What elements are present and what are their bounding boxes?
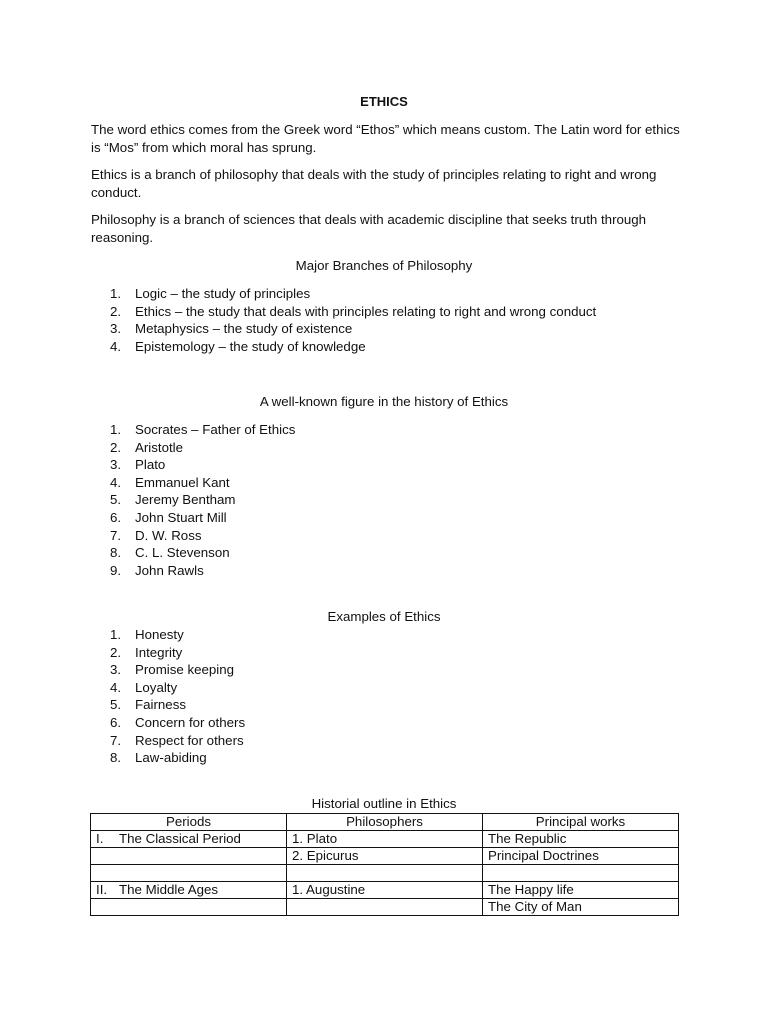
list-item: 3. Plato xyxy=(110,457,166,473)
philosopher-cell: 2. Epicurus xyxy=(287,848,483,865)
list-item: 2. Integrity xyxy=(110,644,183,660)
work-cell xyxy=(483,865,679,882)
list-item: 4. Epistemology – the study of knowledge xyxy=(110,338,366,354)
paragraph-philosophy-definition: Philosophy is a branch of sciences that deals with academic discipline that seeks truth through reasoning. xyxy=(91,212,647,245)
work-cell: The Happy life xyxy=(483,882,679,899)
paragraph-etymology: The word ethics comes from the Greek word “Ethos” which means custom. The Latin word for ethics is “Mos” from which moral has sprung. xyxy=(91,122,680,155)
column-header-principal-works: Principal works xyxy=(483,814,679,831)
period-cell xyxy=(91,831,287,848)
examples-list xyxy=(110,626,245,767)
figures-list xyxy=(110,421,295,579)
period-numeral: I. xyxy=(96,831,104,846)
list-item: 6. Concern for others xyxy=(110,714,246,730)
list-item: 8. Law-abiding xyxy=(110,750,207,766)
examples-heading: Examples of Ethics xyxy=(327,609,441,624)
period-cell xyxy=(91,899,287,916)
paragraph-ethics-definition: Ethics is a branch of philosophy that deals with the study of principles relating to right and wrong conduct. xyxy=(91,167,657,200)
list-item: 2. Aristotle xyxy=(110,439,184,455)
period-numeral: II. xyxy=(96,882,108,897)
table-row xyxy=(91,882,679,899)
document-title: ETHICS xyxy=(360,94,408,109)
philosopher-cell: 1. Plato xyxy=(287,831,483,848)
table-header-row xyxy=(91,814,679,831)
branches-heading: Major Branches of Philosophy xyxy=(295,258,473,273)
table-row xyxy=(91,865,679,882)
list-item: 6. John Stuart Mill xyxy=(110,509,227,525)
philosopher-cell: 1. Augustine xyxy=(287,882,483,899)
period-cell xyxy=(91,865,287,882)
list-item: 7. Respect for others xyxy=(110,732,244,748)
list-item: 7. D. W. Ross xyxy=(110,527,202,543)
list-item: 9. John Rawls xyxy=(110,562,204,578)
work-cell: The City of Man xyxy=(483,899,679,916)
list-item: 3. Metaphysics – the study of existence xyxy=(110,321,353,337)
list-item: 8. C. L. Stevenson xyxy=(110,545,230,561)
historical-outline-table xyxy=(90,813,679,916)
period-cell xyxy=(91,882,287,899)
work-cell: The Republic xyxy=(483,831,679,848)
list-item: 3. Promise keeping xyxy=(110,662,235,678)
table-row xyxy=(91,848,679,865)
list-item: 1. Honesty xyxy=(110,627,184,642)
column-header-periods: Periods xyxy=(91,814,287,831)
table-row xyxy=(91,831,679,848)
period-cell xyxy=(91,848,287,865)
outline-caption: Historial outline in Ethics xyxy=(311,796,457,811)
branches-list xyxy=(110,285,596,355)
period-name: The Classical Period xyxy=(119,831,241,846)
philosopher-cell xyxy=(287,865,483,882)
work-cell: Principal Doctrines xyxy=(483,848,679,865)
column-header-philosophers: Philosophers xyxy=(287,814,483,831)
list-item: 1. Logic – the study of principles xyxy=(110,286,311,301)
philosopher-cell xyxy=(287,899,483,916)
list-item: 4. Loyalty xyxy=(110,679,178,695)
period-name: The Middle Ages xyxy=(119,882,219,897)
figures-heading: A well-known figure in the history of Ethics xyxy=(259,394,509,409)
list-item: 2. Ethics – the study that deals with principles relating to right and wrong conduct xyxy=(110,303,597,319)
list-item: 1. Socrates – Father of Ethics xyxy=(110,422,296,437)
list-item: 4. Emmanuel Kant xyxy=(110,474,230,490)
list-item: 5. Fairness xyxy=(110,697,186,713)
table-row xyxy=(91,899,679,916)
list-item: 5. Jeremy Bentham xyxy=(110,492,236,508)
